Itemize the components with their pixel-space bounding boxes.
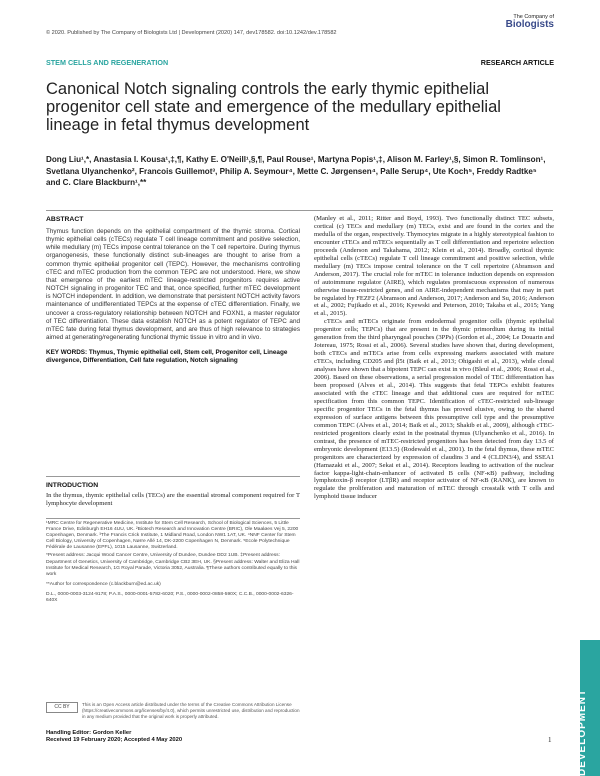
present-addresses: *Present address: Jacqui Wood Cancer Centre, University of Dundee, Dundee DD2 1UB. ‡Present address: Department of Genetics, University of Cambridge, Cambridge CB2 3EH, UK. §Present address: Walter and Eliza Hall Institute for Medical Research, 1G Royal Parade, Victoria 3052, Australia. ¶These authors contributed equally to this work	[46, 553, 300, 577]
body-right-column	[314, 215, 554, 501]
introduction-text: In the thymus, thymic epithelial cells (TECs) are the essential stromal component required for T lymphocyte development	[46, 492, 300, 507]
author-list: Dong Liu¹,*, Anastasia I. Kousa¹,‡,¶, Kathy E. O'Neill¹,§,¶, Paul Rouse¹, Martyna Popis¹,‡, Alison M. Farley¹,§, Simon R. Tomlinson¹, Svetlana Ulyanchenko², Francois Guillemot³, Philip A. Seymour⁴, Mette C. Jørgensen⁴, Palle Serup⁴, Ute Koch⁵, Freddy Radtke⁵ and C. Clare Blackburn¹,**	[46, 155, 546, 188]
section-tag: STEM CELLS AND REGENERATION	[46, 58, 169, 67]
abstract-divider	[46, 476, 300, 477]
page-number: 1	[548, 736, 552, 744]
footnote-divider	[46, 518, 300, 519]
footnotes	[46, 521, 300, 604]
abstract-heading: ABSTRACT	[46, 216, 84, 223]
editorial-info	[46, 730, 300, 744]
header-divider	[46, 210, 553, 211]
orcid-list[interactable]: D.L., 0000-0003-3124-9178; P.A.S., 0000-0001-5782-6020; P.S., 0000-0002-0858-590X; C.C.B., 0000-0002-6326-640X	[46, 591, 294, 604]
side-label: DEVELOPMENT	[577, 688, 588, 776]
cc-license-badge[interactable]: CC BY	[46, 702, 78, 713]
introduction-section	[46, 482, 300, 508]
keywords: KEY WORDS: Thymus, Thymic epithelial cell, Stem cell, Progenitor cell, Lineage divergence, Differentiation, Cell fate regulation, Notch signaling	[46, 349, 288, 365]
received-accepted: Received 19 February 2020; Accepted 4 May 2020	[46, 737, 183, 744]
logo-small-text: The Company of	[513, 14, 554, 20]
handling-editor: Handling Editor: Gordon Keller	[46, 730, 132, 736]
journal-header-line: © 2020. Published by The Company of Biologists Ltd | Development (2020) 147, dev178582. doi:10.1242/dev.178582	[46, 30, 337, 36]
abstract-section	[46, 216, 300, 365]
publisher-logo[interactable]	[500, 14, 554, 50]
body-paragraph-2: cTECs and mTECs originate from endodermal progenitor cells (thymic epithelial progenitor cells; TEPCs) that are present in the thymic primordium during its initial generation from the third pharyngeal pouches (3PPs) (Gordon et al., 2004; Le Douarin and Jotereau, 1975; Rossi et al., 2006). Several studies have shown that, during development, both cTECs and mTECs arise from cells expressing markers associated with mature cTECs, including CD205 and β5t (Baik et al., 2013; Ohigashi et al., 2013), while clonal analyses have shown that a bipotent TEPC can exist in vivo (Bleul et al., 2006; Rossi et al., 2006). Based on these observations, a serial progression model of TEC differentiation has been proposed (Alves et al., 2014). This suggests that fetal TEPCs exhibit features associated with the cTEC lineage and that additional cues are required for mTEC specification from this common TEPC. Identification of cTEC-restricted sub-lineage specific progenitor TECs in the fetal thymus has proved elusive, owing to the shared expression of surface antigens between this presumptive cell type and the presumptive common TEPC (Alves et al., 2014; Baik et al., 2013; Shakib et al., 2009), although cTEC-restricted progenitors clearly exist in the postnatal thymus (Ulyanchenko et al., 2016). In contrast, the presence of mTEC-restricted progenitors has been detected from day 13.5 of embryonic development (E13.5) (Rodewald et al., 2001). In the fetal thymus, these mTEC progenitors are characterized by expression of claudins 3 and 4 (CLDN3/4), and SSEA1 (Hamazaki et al., 2007; Sekai et al., 2014). Receptors leading to activation of the nuclear factor kappa-light-chain-enhancer of activated B cells (NF-κB) pathway, including lymphotoxin-β receptor (LTβR) and receptor activator of NF-κB (RANK), are known to regulate the proliferation and maturation of mTEC through crosstalk with T cells and lymphoid tissue inducer	[314, 318, 554, 501]
article-title: Canonical Notch signaling controls the early thymic epithelial progenitor cell state and emergence of the medullary epithelial lineage in fetal thymus development	[46, 80, 501, 135]
introduction-heading: INTRODUCTION	[46, 482, 99, 489]
body-paragraph-1: (Manley et al., 2011; Ritter and Boyd, 1993). Two functionally distinct TEC subsets, cortical (c) TECs and medullary (m) TECs, exist and are found in the cortex and the medulla of the organ, respectively. Thymocytes migrate in a highly stereotypical fashion to encounter cTECs and mTECs sequentially as T cell differentiation and repertoire selection proceeds (Anderson and Takahama, 2012; Klein et al., 2014). Broadly, cortical thymic epithelial cells (cTECs) regulate T cell lineage commitment and positive selection, while medullary (m) TECs impose central tolerance on the T cell repertoire (Abramson and Anderson, 2017). The crucial role for mTEC in tolerance induction depends on expression of autoimmune regulator (AIRE), which regulates promiscuous expression of numerous otherwise tissue-restricted genes, and on AIRE-independent mechanisms that may in part be regulated by FEZF2 (Abramson and Anderson, 2017; Anderson and Su, 2016; Anderson et al., 2002; Fujikado et al., 2016; Kyewski and Peterson, 2010; Takaba et al., 2015; Yang et al., 2015).	[314, 215, 554, 318]
correspondence[interactable]: **Author for correspondence (c.blackburn@ed.ac.uk)	[46, 581, 161, 587]
license-text: This is an Open Access article distributed under the terms of the Creative Commons Attribution License (https://creativecommons.org/licenses/by/4.0), which permits unrestricted use, distribution and reproduction in any medium provided that the original work is properly attributed.	[82, 702, 300, 719]
affiliations: ¹MRC Centre for Regenerative Medicine, Institute for Stem Cell Research, School of Biological Sciences, 5 Little France Drive, Edinburgh EH16 4UU, UK. ²Biotech Research and Innovation Centre (BRIC), Ole Maaløes Vej 5, 2200 Copenhagen, Denmark. ³The Francis Crick Institute, 1 Midland Road, London NW1 1AT, UK. ⁴NNF Center for Stem Cell Biology, University of Copenhagen, Nørre Allé 14, DK-2200 Copenhagen N, Denmark. ⁵Ecole Polytechnique Fédérale de Lausanne (EPFL), 1015 Lausanne, Switzerland.	[46, 521, 299, 551]
abstract-text: Thymus function depends on the epithelial compartment of the thymic stroma. Cortical thymic epithelial cells (cTECs) regulate T cell lineage commitment and positive selection, while medullary (m) TECs impose central tolerance on the T cell repertoire. During thymus organogenesis, these functionally distinct sub-lineages are thought to arise from a common thymic epithelial progenitor cell (TEPC). However, the mechanisms controlling cTEC and mTEC production from the common TEPC are not understood. Here, we show that emergence of the earliest mTEC lineage-restricted progenitors requires active NOTCH signaling in progenitor TEC and that, once specified, further mTEC development is NOTCH independent. In addition, we demonstrate that persistent NOTCH activity favors maintenance of undifferentiated TEPCs at the expense of cTEC differentiation. Finally, we uncover a cross-regulatory relationship between NOTCH and FOXN1, a master regulator of TEC differentiation. These data establish NOTCH as a potent regulator of TEPC and mTEC fate during fetal thymus development, and are thus of high relevance to strategies aimed at generating/regenerating functional thymic tissue in vitro and in vivo.	[46, 228, 300, 342]
logo-big-text: Biologists	[505, 19, 554, 30]
article-type: RESEARCH ARTICLE	[480, 58, 554, 67]
